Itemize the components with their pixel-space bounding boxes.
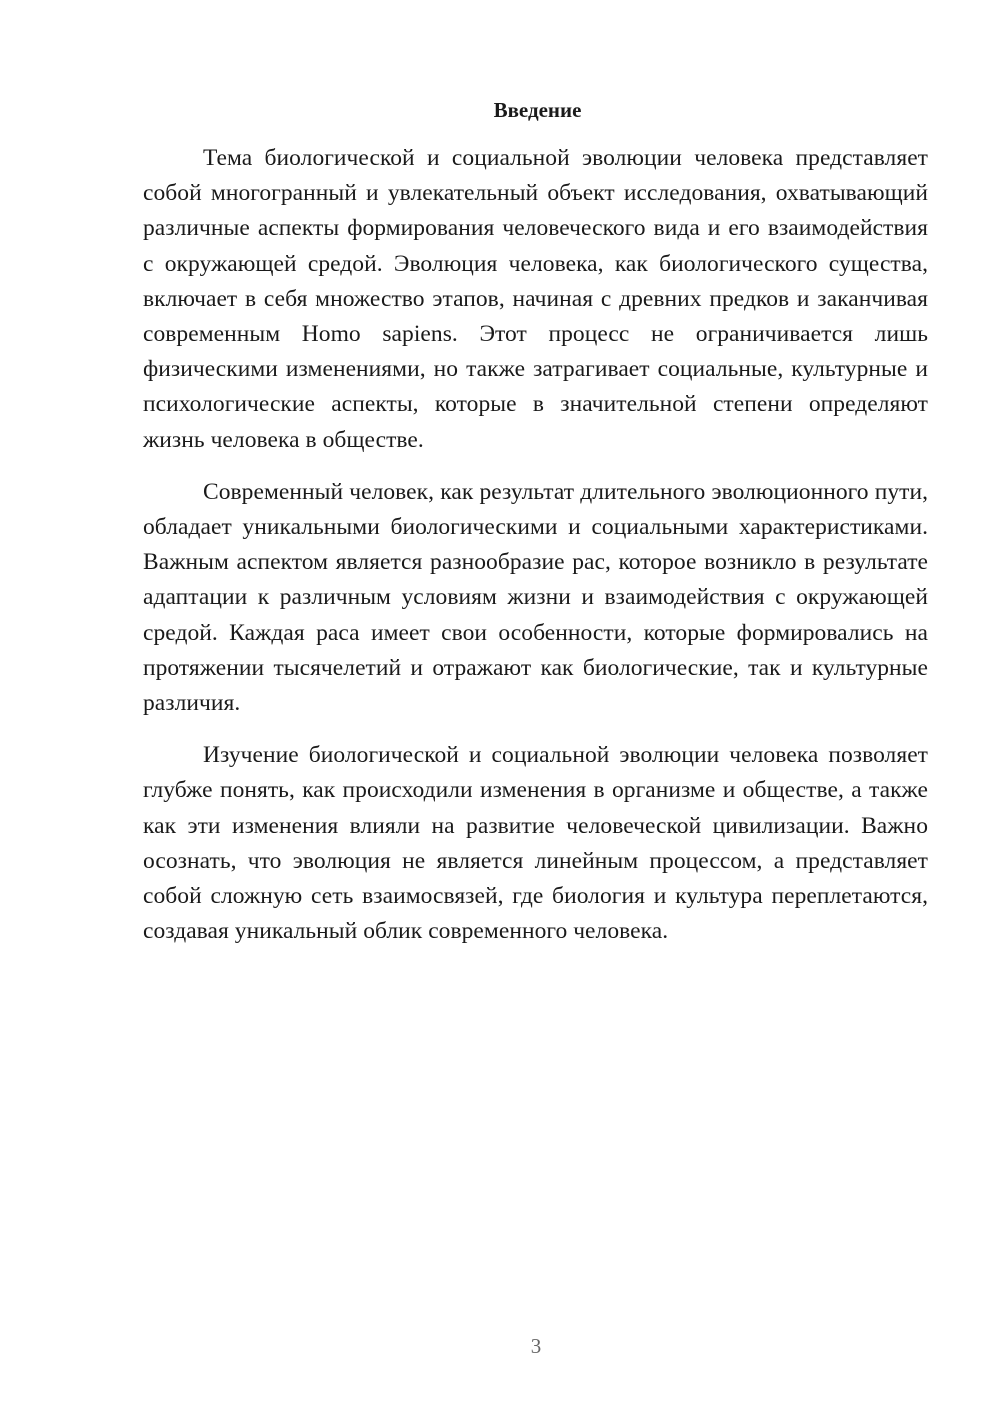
paragraph-2: Современный человек, как результат длительного эволюционного пути, обладает уникальными биологическими и социальными характеристиками. Важным аспектом является разнообразие рас, которое возникло в результате адаптации к различным условиям жизни и взаимодействия с окружающей средой. Каждая раса имеет свои особенности, которые формировались на протяжении тысячелетий и отражают как биологические, так и культурные различия. xyxy=(143,478,928,717)
page-number: 3 xyxy=(530,1334,542,1358)
paragraph-1: Тема биологической и социальной эволюции человека представляет собой многогранный и увлекательный объект исследования, охватывающий различные аспекты формирования человеческого вида и его взаимодействия с окружающей средой. Эволюция человека, как биологического существа, включает в себя множество этапов, начиная с древних предков и заканчивая современным Homo sapiens. Этот процесс не ограничивается лишь физическими изменениями, но также затрагивает социальные, культурные и психологические аспекты, которые в значительной степени определяют жизнь человека в обществе. xyxy=(143,145,928,453)
section-heading: Введение xyxy=(493,98,582,122)
paragraph-3: Изучение биологической и социальной эволюции человека позволяет глубже понять, как происходили изменения в организме и обществе, а также как эти изменения влияли на развитие человеческой цивилизации. Важно осознать, что эволюция не является линейным процессом, а представляет собой сложную сеть взаимосвязей, где биология и культура переплетаются, создавая уникальный облик современного человека. xyxy=(143,742,928,945)
page-content xyxy=(143,95,928,966)
